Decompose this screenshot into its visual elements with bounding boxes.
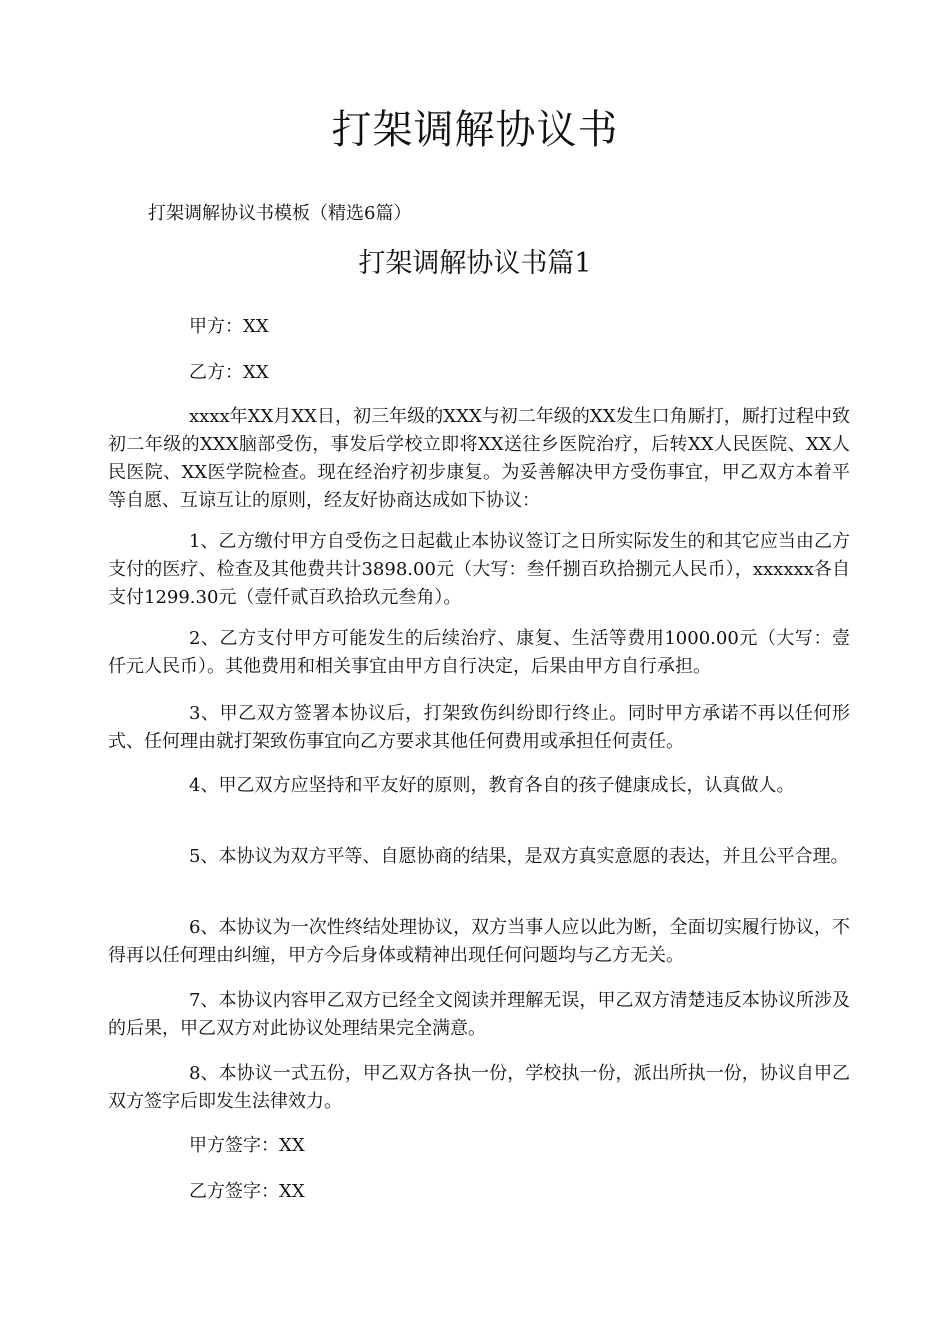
signature-b: 乙方签字：XX bbox=[189, 1181, 305, 1202]
clause-1: 1、乙方缴付甲方自受伤之日起截止本协议签订之日所实际发生的和其它应当由乙方支付的医疗、检查及其他费共计3898.00元（大写：叁仟捌百玖拾捌元人民币），xxxxxx各自支付1299.30元（壹仟贰百玖拾玖元叁角）。 bbox=[108, 531, 850, 608]
clause-5: 5、本协议为双方平等、自愿协商的结果，是双方真实意愿的表达，并且公平合理。 bbox=[189, 846, 849, 867]
party-a: 甲方：XX bbox=[189, 316, 269, 337]
section-title: 打架调解协议书篇1 bbox=[358, 248, 592, 279]
signature-a: 甲方签字：XX bbox=[189, 1135, 305, 1156]
clause-8: 8、本协议一式五份，甲乙双方各执一份，学校执一份，派出所执一份，协议自甲乙双方签字后即发生法律效力。 bbox=[108, 1063, 850, 1112]
party-b: 乙方：XX bbox=[189, 362, 269, 383]
clause-3: 3、甲乙双方签署本协议后，打架致伤纠纷即行终止。同时甲方承诺不再以任何形式、任何理由就打架致伤事宜向乙方要求其他任何费用或承担任何责任。 bbox=[108, 703, 850, 752]
clause-6: 6、本协议为一次性终结处理协议，双方当事人应以此为断，全面切实履行协议，不得再以任何理由纠缠，甲方今后身体或精神出现任何问题均与乙方无关。 bbox=[108, 917, 850, 966]
clause-7: 7、本协议内容甲乙双方已经全文阅读并理解无误，甲乙双方清楚违反本协议所涉及的后果，甲乙双方对此协议处理结果完全满意。 bbox=[108, 990, 850, 1039]
document-title: 打架调解协议书 bbox=[331, 107, 619, 153]
clause-2: 2、乙方支付甲方可能发生的后续治疗、康复、生活等费用1000.00元（大写：壹仟元人民币）。其他费用和相关事宜由甲方自行决定，后果由甲方自行承担。 bbox=[108, 628, 850, 677]
intro-paragraph: xxxx年XX月XX日，初三年级的XXX与初二年级的XX发生口角厮打，厮打过程中致初二年级的XXX脑部受伤，事发后学校立即将XX送往乡医院治疗，后转XX人民医院、XX人民医院、XX医学院检查。现在经治疗初步康复。为妥善解决甲方受伤事宜，甲乙双方本着平等自愿、互谅互让的原则，经友好协商达成如下协议： bbox=[108, 406, 850, 511]
document-subtitle: 打架调解协议书模板（精选6篇） bbox=[148, 203, 412, 224]
clause-4: 4、甲乙双方应坚持和平友好的原则，教育各自的孩子健康成长，认真做人。 bbox=[189, 775, 795, 796]
